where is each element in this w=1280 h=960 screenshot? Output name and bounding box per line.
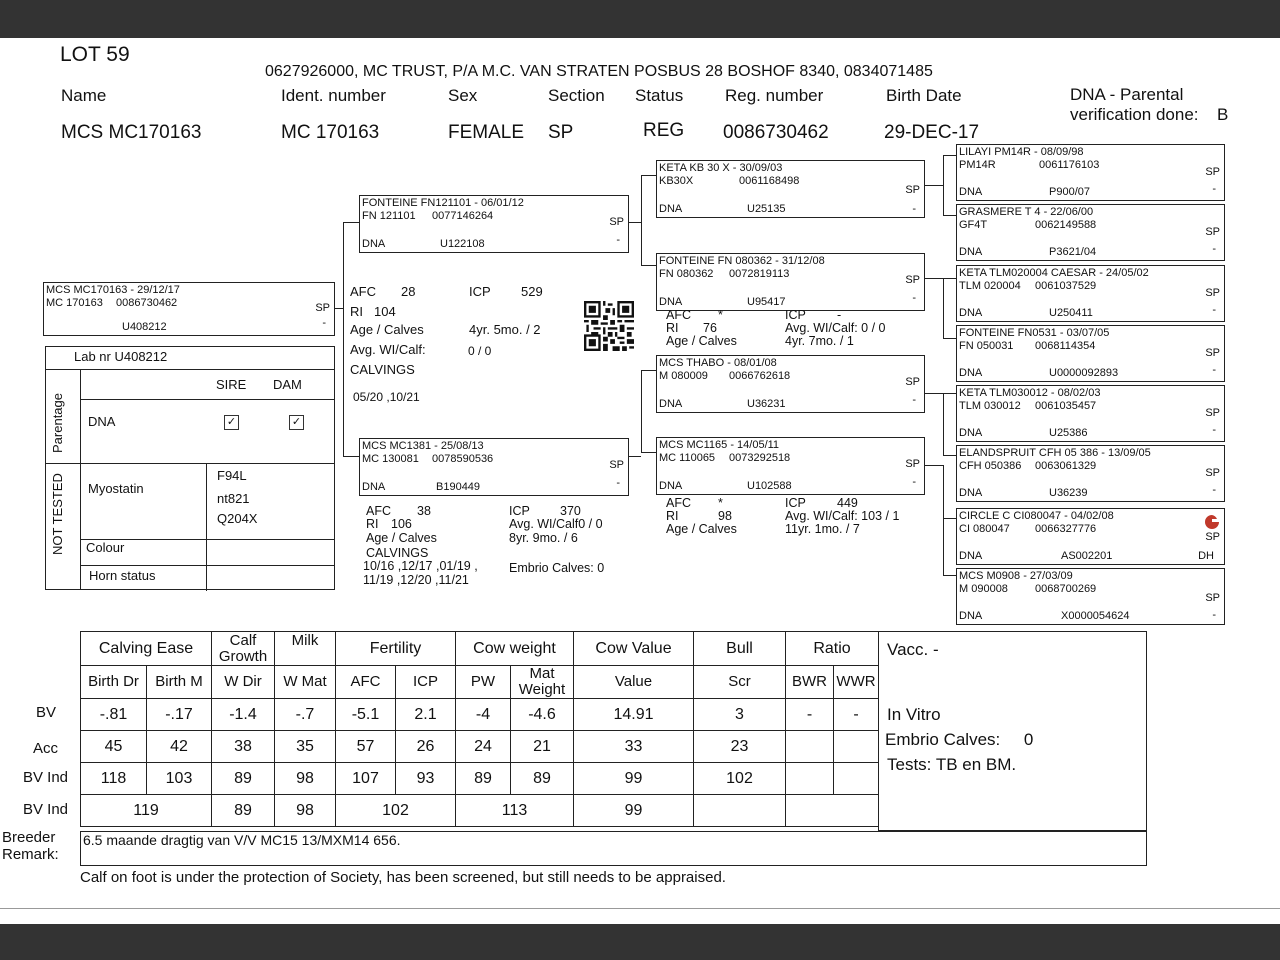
breeder-remark-label: Breeder Remark: — [2, 829, 59, 863]
connector — [641, 452, 656, 453]
column-header-cell: Scr — [694, 666, 786, 699]
box-title: MCS MC1165 - 14/05/11 — [659, 439, 780, 451]
bv-cell: - — [786, 699, 834, 731]
afc-label: AFC — [666, 496, 691, 510]
box-id: GF4T 0062149588 — [959, 219, 1097, 231]
box-section: SP — [609, 459, 624, 471]
wi-value: Avg. WI/Calf0 / 0 — [509, 517, 603, 531]
lab-results-box — [45, 346, 335, 590]
column-header-cell: ICP — [396, 666, 456, 699]
box-section: SP — [1205, 467, 1220, 479]
header-dna: DNA - Parental verification done: — [1070, 85, 1199, 124]
box-dna-label: DNA — [659, 480, 683, 492]
bvind-cell: 99 — [574, 763, 694, 795]
divider — [0, 908, 1280, 909]
bv-cell: -4.6 — [511, 699, 574, 731]
box-id: CI 080047 0066327776 — [959, 523, 1097, 535]
box-dna: U122108 — [440, 238, 485, 250]
connector — [943, 518, 956, 519]
box-dh: DH — [1198, 550, 1214, 562]
icp-value: - — [837, 308, 842, 322]
acc-cell: 38 — [212, 731, 275, 763]
box-dash: - — [1212, 304, 1216, 316]
qr-code-icon — [583, 301, 635, 351]
acc-cell: 45 — [81, 731, 147, 763]
owner-contact: 0627926000, MC TRUST, P/A M.C. VAN STRATEN POSBUS 28 BOSHOF 8340, 0834071485 — [265, 63, 933, 80]
calvings-label: CALVINGS — [366, 546, 429, 560]
box-title: MCS MC1381 - 25/08/13 — [362, 440, 484, 452]
box-section: SP — [905, 274, 920, 286]
box-dna: X0000054624 — [1061, 610, 1130, 622]
connector — [943, 575, 956, 576]
box-dash: - — [616, 234, 620, 246]
bvind-cell — [786, 763, 834, 795]
icp-value: 370 — [560, 504, 581, 518]
dam-pedigree-box — [359, 438, 629, 496]
column-header-cell: W Mat — [275, 666, 336, 699]
ri-value: 98 — [718, 509, 732, 523]
group-fertility: Fertility — [336, 632, 456, 666]
acc-cell: 24 — [456, 731, 511, 763]
grandparent-box-4 — [656, 437, 925, 495]
wi-label: Avg. WI/Calf: — [350, 342, 426, 357]
divider — [46, 369, 334, 370]
acc-cell: 23 — [694, 731, 786, 763]
box-section: SP — [609, 216, 624, 228]
footer-note: Calf on foot is under the protection of Society, has been screened, but still needs to be appraised. — [80, 869, 726, 886]
ggp-box-5 — [956, 385, 1225, 442]
logo-icon — [1204, 514, 1220, 530]
column-header-cell: W Dir — [212, 666, 275, 699]
animal-section: SP — [548, 122, 574, 143]
box-dash: - — [912, 203, 916, 215]
box-section: SP — [1205, 287, 1220, 299]
connector — [943, 393, 944, 455]
icp-label: ICP — [785, 308, 806, 322]
myostatin-q204x: Q204X — [217, 511, 258, 526]
group-ratio: Ratio — [786, 632, 879, 666]
age-label: Age / Calves — [350, 322, 424, 337]
box-id: MC 130081 0078590536 — [362, 453, 494, 465]
box-title: CIRCLE C CI080047 - 04/02/08 — [959, 510, 1114, 522]
box-dna-label: DNA — [659, 296, 683, 308]
group-calving-ease: Calving Ease — [81, 632, 212, 666]
connector — [925, 278, 943, 279]
box-dash: - — [1212, 243, 1216, 255]
box-dna: P3621/04 — [1049, 246, 1097, 258]
box-id: TLM 020004 0061037529 — [959, 280, 1097, 292]
box-id: M 090008 0068700269 — [959, 583, 1097, 595]
box-section: SP — [1205, 226, 1220, 238]
box-title: ELANDSPRUIT CFH 05 386 - 13/09/05 — [959, 447, 1151, 459]
box-id: CFH 050386 0063061329 — [959, 460, 1097, 472]
bvind-cell — [834, 763, 879, 795]
breeding-values-table — [80, 631, 879, 827]
box-dna-label: DNA — [959, 186, 983, 198]
box-section: SP — [905, 184, 920, 196]
box-dna-label: DNA — [959, 367, 983, 379]
box-title: MCS THABO - 08/01/08 — [659, 357, 777, 369]
box-title: FONTEINE FN121101 - 06/01/12 — [362, 197, 524, 209]
wi-value: Avg. WI/Calf: 103 / 1 — [785, 509, 900, 523]
box-dna: U0000092893 — [1049, 367, 1119, 379]
box-section: SP — [1205, 347, 1220, 359]
connector — [943, 465, 944, 575]
box-dna: U408212 — [122, 321, 167, 333]
bvind-cell: 118 — [81, 763, 147, 795]
box-id: KB30X 0061168498 — [659, 175, 800, 187]
column-header-cell: BWR — [786, 666, 834, 699]
box-dna: U250411 — [1049, 307, 1093, 319]
box-dash: - — [912, 476, 916, 488]
header-ident: Ident. number — [281, 86, 386, 105]
grandparent-box-3 — [656, 355, 925, 413]
horn-status-label: Horn status — [89, 568, 156, 583]
connector — [641, 370, 656, 371]
divider — [206, 463, 207, 591]
box-dash: - — [912, 292, 916, 304]
header-reg: Reg. number — [725, 86, 824, 105]
calvings-value: 05/20 ,10/21 — [353, 390, 420, 404]
acc-cell — [834, 731, 879, 763]
animal-sex: FEMALE — [448, 122, 525, 143]
header-birth: Birth Date — [886, 86, 962, 105]
box-section: SP — [905, 458, 920, 470]
box-dna: U95417 — [747, 296, 786, 308]
acc-cell: 26 — [396, 731, 456, 763]
age-label: Age / Calves — [366, 531, 437, 545]
box-dna-label: DNA — [959, 427, 983, 439]
bv-cell: -.7 — [275, 699, 336, 731]
bv-cell: -4 — [456, 699, 511, 731]
sire-checkbox: ✓ — [224, 415, 239, 430]
acc-cell — [786, 731, 834, 763]
acc-cell: 57 — [336, 731, 396, 763]
animal-ident: MC 170163 — [281, 122, 380, 143]
box-id: M 080009 0066762618 — [659, 370, 791, 382]
box-dash: - — [1212, 424, 1216, 436]
box-dna: U25135 — [747, 203, 786, 215]
connector — [925, 465, 943, 466]
box-id: MC 170163 0086730462 — [46, 297, 178, 309]
ri-label: RI — [366, 517, 379, 531]
box-dna: U25386 — [1049, 427, 1088, 439]
connector — [943, 155, 944, 215]
wi-value: Avg. WI/Calf: 0 / 0 — [785, 321, 886, 335]
ggp-box-4 — [956, 325, 1225, 382]
parentage-label: Parentage — [50, 393, 65, 453]
header-sex: Sex — [448, 86, 478, 105]
header-status: Status — [635, 86, 684, 105]
header-name: Name — [61, 86, 107, 105]
lot-number: LOT 59 — [60, 43, 130, 66]
animal-status: REG — [643, 120, 685, 141]
bv-cell: 14.91 — [574, 699, 694, 731]
box-dna-label: DNA — [659, 203, 683, 215]
connector — [641, 175, 642, 265]
icp-label: ICP — [509, 504, 530, 518]
animal-birth: 29-DEC-17 — [884, 122, 980, 143]
ggp-box-3 — [956, 265, 1225, 322]
afc-value: 28 — [401, 284, 416, 299]
divider — [80, 399, 335, 400]
ri-value: 104 — [374, 304, 396, 319]
connector — [943, 278, 956, 279]
box-dna: B190449 — [436, 481, 481, 493]
age-label: Age / Calves — [666, 522, 737, 536]
bvind-cell: 107 — [336, 763, 396, 795]
connector — [343, 222, 344, 456]
divider — [80, 369, 81, 590]
header-section: Section — [548, 86, 605, 105]
group-milk: Milk — [275, 632, 336, 666]
box-dna-label: DNA — [959, 487, 983, 499]
group-bull: Bull — [694, 632, 786, 666]
ri-label: RI — [666, 321, 679, 335]
box-section: SP — [1205, 531, 1220, 543]
acc-cell: 33 — [574, 731, 694, 763]
box-dna-label: DNA — [659, 398, 683, 410]
column-header-cell: WWR — [834, 666, 879, 699]
connector — [925, 393, 943, 394]
connector — [943, 393, 956, 394]
box-section: SP — [1205, 166, 1220, 178]
afc-value: * — [718, 496, 723, 510]
dna-verification: B — [1217, 105, 1229, 124]
box-dna: U36239 — [1049, 487, 1088, 499]
bvind2-cow-weight: 113 — [456, 795, 574, 827]
row-label-bvind: BV Ind — [23, 769, 69, 786]
connector — [641, 370, 642, 452]
grandparent-box-2 — [656, 253, 925, 311]
box-section: SP — [1205, 407, 1220, 419]
acc-cell: 35 — [275, 731, 336, 763]
connector — [629, 456, 641, 457]
bvind2-bull — [694, 795, 786, 827]
icp-value: 449 — [837, 496, 858, 510]
column-header-cell: AFC — [336, 666, 396, 699]
bv-cell: -5.1 — [336, 699, 396, 731]
bottom-bar — [0, 924, 1280, 960]
bvind2-calf-growth: 89 — [212, 795, 275, 827]
bvind-cell: 98 — [275, 763, 336, 795]
bv-cell: -1.4 — [212, 699, 275, 731]
afc-label: AFC — [666, 308, 691, 322]
box-dna-label: DNA — [959, 307, 983, 319]
age-value: 4yr. 7mo. / 1 — [785, 334, 854, 348]
bvind-cell: 89 — [511, 763, 574, 795]
connector — [943, 278, 944, 338]
age-value: 11yr. 1mo. / 7 — [785, 522, 860, 536]
column-header-cell: Birth Dr — [81, 666, 147, 699]
vacc-title: Vacc. - — [887, 640, 939, 659]
dam-header: DAM — [273, 377, 302, 392]
box-id: MC 110065 0073292518 — [659, 452, 791, 464]
calvings-value: 11/19 ,12/20 ,11/21 — [363, 573, 469, 587]
bvind-cell: 89 — [212, 763, 275, 795]
box-dash: - — [912, 394, 916, 406]
bv-cell: 2.1 — [396, 699, 456, 731]
afc-value: 38 — [417, 504, 431, 518]
animal-name: MCS MC170163 — [61, 122, 202, 143]
breeder-remark: 6.5 maande dragtig van V/V MC15 13/MXM14 656. — [83, 832, 401, 848]
bv-cell: 3 — [694, 699, 786, 731]
dna-label: DNA — [88, 414, 116, 429]
colour-label: Colour — [86, 540, 125, 555]
box-title: FONTEINE FN0531 - 03/07/05 — [959, 327, 1110, 339]
box-dash: - — [616, 477, 620, 489]
dam-checkbox: ✓ — [289, 415, 304, 430]
column-header-cell: Mat Weight — [511, 666, 574, 699]
sire-header: SIRE — [216, 377, 247, 392]
box-id: FN 080362 0072819113 — [659, 268, 790, 280]
connector — [943, 455, 956, 456]
in-vitro-label: In Vitro — [887, 705, 941, 724]
ri-label: RI — [666, 509, 679, 523]
age-label: Age / Calves — [666, 334, 737, 348]
embrio-calves: Embrio Calves: 0 — [509, 561, 605, 575]
bvind-cell: 93 — [396, 763, 456, 795]
connector — [943, 338, 956, 339]
box-dna: AS002201 — [1061, 550, 1113, 562]
embrio-calves-label: Embrio Calves: 0 — [885, 730, 1034, 749]
box-dash: - — [1212, 183, 1216, 195]
box-dna-label: DNA — [362, 481, 386, 493]
column-header-cell: Value — [574, 666, 694, 699]
animal-reg: 0086730462 — [723, 122, 829, 143]
box-id: PM14R 0061176103 — [959, 159, 1100, 171]
box-dna-label: DNA — [959, 550, 983, 562]
row-label-acc: Acc — [33, 740, 59, 757]
connector — [943, 215, 956, 216]
grandparent-box-1 — [656, 160, 925, 218]
ri-value: 106 — [391, 517, 412, 531]
ggp-box-7 — [956, 508, 1225, 565]
tests-label: Tests: TB en BM. — [887, 755, 1017, 774]
acc-cell: 21 — [511, 731, 574, 763]
bvind2-calving-ease: 119 — [81, 795, 212, 827]
afc-value: * — [718, 308, 723, 322]
vaccination-box — [878, 631, 1147, 831]
ri-label: RI — [350, 304, 363, 319]
wi-value: 0 / 0 — [468, 344, 492, 358]
icp-label: ICP — [469, 284, 491, 299]
top-bar — [0, 0, 1280, 38]
lab-number: Lab nr U408212 — [74, 349, 168, 364]
row-label-bvind2: BV Ind — [23, 801, 69, 818]
connector — [343, 222, 359, 223]
connector — [641, 175, 656, 176]
box-dna-label: DNA — [959, 610, 983, 622]
age-value: 4yr. 5mo. / 2 — [469, 322, 541, 337]
box-title: KETA TLM020004 CAESAR - 24/05/02 — [959, 267, 1149, 279]
bv-cell: - — [834, 699, 879, 731]
calvings-value: 10/16 ,12/17 ,01/19 , — [363, 559, 478, 573]
ggp-box-8 — [956, 568, 1225, 625]
box-dash: - — [1212, 609, 1216, 621]
afc-label: AFC — [366, 504, 391, 518]
icp-label: ICP — [785, 496, 806, 510]
bvind-cell: 89 — [456, 763, 511, 795]
box-title: MCS M0908 - 27/03/09 — [959, 570, 1073, 582]
calvings-label: CALVINGS — [350, 362, 415, 377]
column-header-cell: Birth M — [147, 666, 212, 699]
box-section: SP — [315, 302, 330, 314]
bv-cell: -.17 — [147, 699, 212, 731]
ggp-box-1 — [956, 144, 1225, 201]
remark-box — [80, 831, 1147, 866]
myostatin-f94l: F94L — [217, 468, 247, 483]
box-title: KETA KB 30 X - 30/09/03 — [659, 162, 783, 174]
bvind2-cow-value: 99 — [574, 795, 694, 827]
ri-value: 76 — [703, 321, 717, 335]
myostatin-label: Myostatin — [88, 481, 144, 496]
sire-pedigree-box — [359, 195, 629, 253]
box-dna: U36231 — [747, 398, 786, 410]
bv-cell: -.81 — [81, 699, 147, 731]
bvind-cell: 102 — [694, 763, 786, 795]
connector — [335, 308, 343, 309]
box-id: TLM 030012 0061035457 — [959, 400, 1097, 412]
group-cow-value: Cow Value — [574, 632, 694, 666]
box-section: SP — [905, 376, 920, 388]
bvind-cell: 103 — [147, 763, 212, 795]
not-tested-label: NOT TESTED — [50, 473, 65, 555]
box-title: FONTEINE FN 080362 - 31/12/08 — [659, 255, 825, 267]
bvind2-ratio — [786, 795, 879, 827]
connector — [943, 155, 956, 156]
ggp-box-2 — [956, 204, 1225, 261]
row-label-bv: BV — [36, 704, 57, 721]
box-dna: P900/07 — [1049, 186, 1090, 198]
box-dash: - — [1212, 364, 1216, 376]
box-title: KETA TLM030012 - 08/02/03 — [959, 387, 1101, 399]
bvind2-fertility: 102 — [336, 795, 456, 827]
group-calf-growth: Calf Growth — [212, 632, 275, 666]
divider — [80, 565, 335, 566]
afc-label: AFC — [350, 284, 376, 299]
connector — [641, 265, 656, 266]
connector — [925, 185, 943, 186]
ggp-box-6 — [956, 445, 1225, 502]
box-dna: U102588 — [747, 480, 792, 492]
bvind2-milk: 98 — [275, 795, 336, 827]
acc-cell: 42 — [147, 731, 212, 763]
icp-value: 529 — [521, 284, 543, 299]
box-id: FN 121101 0077146264 — [362, 210, 494, 222]
box-dash: - — [1212, 484, 1216, 496]
column-header-cell: PW — [456, 666, 511, 699]
box-title: GRASMERE T 4 - 22/06/00 — [959, 206, 1094, 218]
box-id: FN 050031 0068114354 — [959, 340, 1096, 352]
group-cow-weight: Cow weight — [456, 632, 574, 666]
myostatin-nt821: nt821 — [217, 491, 250, 506]
box-dna-label: DNA — [959, 246, 983, 258]
connector — [343, 456, 359, 457]
box-dash: - — [322, 317, 326, 329]
connector — [629, 222, 641, 223]
age-value: 8yr. 9mo. / 6 — [509, 531, 578, 545]
divider — [46, 463, 334, 464]
box-dna-label: DNA — [362, 238, 386, 250]
box-title: MCS MC170163 - 29/12/17 — [46, 284, 180, 296]
box-title: LILAYI PM14R - 08/09/98 — [959, 146, 1084, 158]
subject-pedigree-box — [43, 282, 335, 336]
box-section: SP — [1205, 592, 1220, 604]
